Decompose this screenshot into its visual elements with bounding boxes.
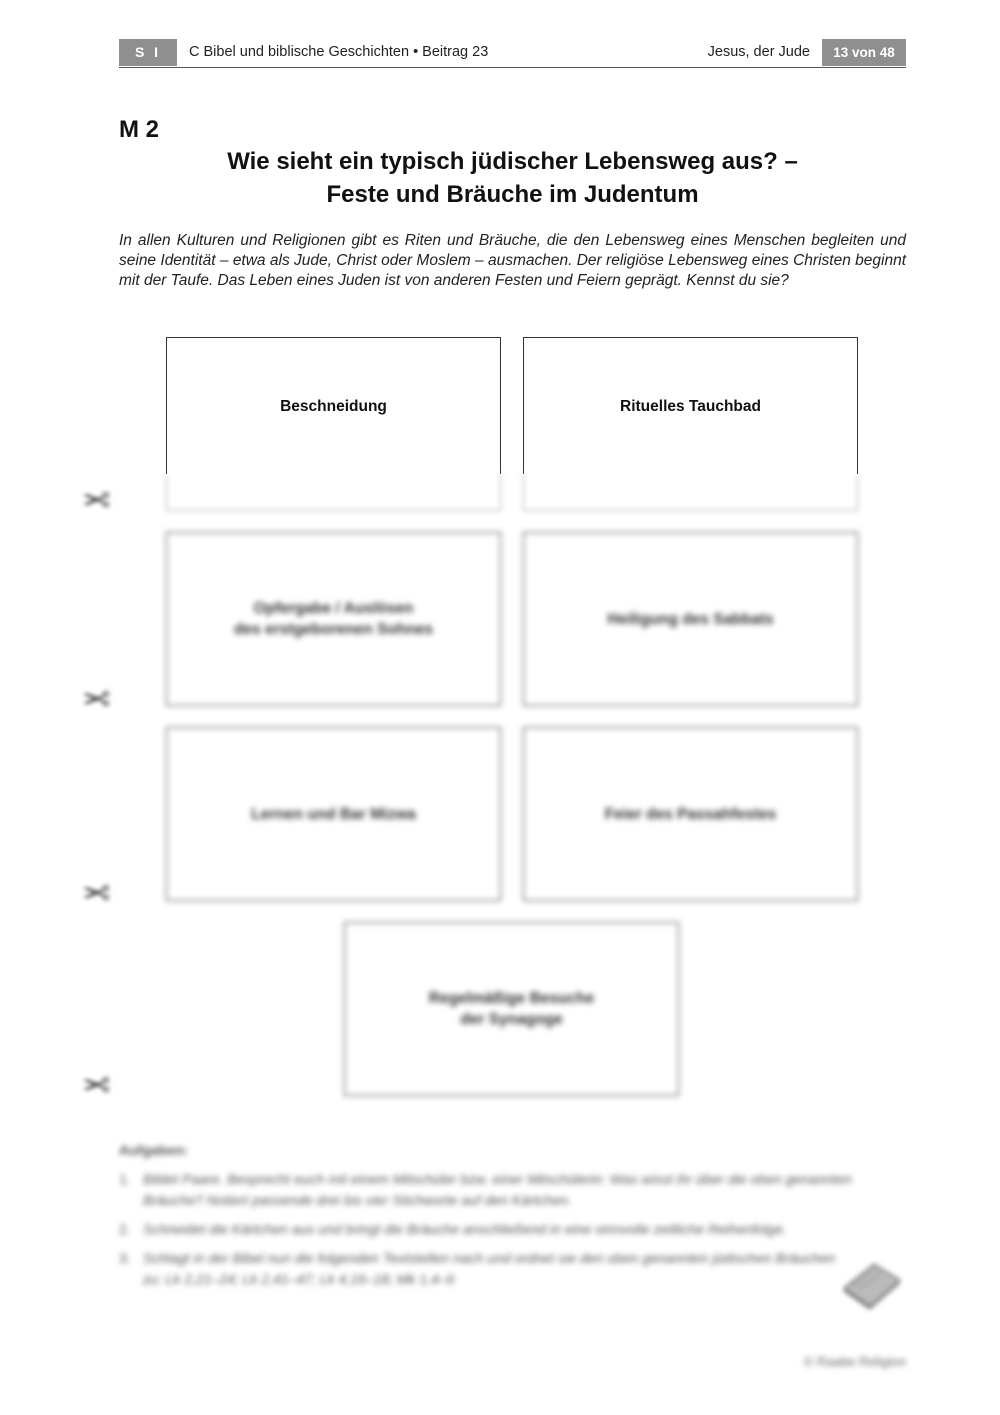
- intro-text: In allen Kulturen und Religionen gibt es Riten und Bräuche, die den Lebensweg eines Menschen begleiten und seine Identität – etwa als Jude, Christ oder Moslem – ausmachen. Der religiöse Lebensweg eines Christen beginnt mit der Taufe. Das Leben eines Juden ist von anderen Festen und Feiern geprägt. Kennst du sie?: [119, 232, 906, 289]
- page-title-line-1: Wie sieht ein typisch jüdischer Lebensweg aus? –: [227, 148, 798, 175]
- card-7[interactable]: [344, 922, 679, 1096]
- card-2-tail: [523, 474, 858, 511]
- page-title-line-2: Feste und Bräuche im Judentum: [326, 181, 699, 208]
- card-label: Feier des Passahfestes: [604, 805, 777, 823]
- tasks-section: [119, 1140, 906, 1290]
- task-item: [119, 1169, 906, 1211]
- level-badge: S I: [119, 39, 177, 66]
- card-label: Lernen und Bar Mizwa: [251, 805, 416, 823]
- task-item: [119, 1219, 906, 1240]
- task-item: [119, 1248, 906, 1290]
- section-title: C Bibel und biblische Geschichten • Beitrag 23: [189, 44, 489, 60]
- page-header: [119, 39, 906, 68]
- card-2[interactable]: [523, 337, 858, 474]
- task-text: Schlagt in der Bibel nun die folgenden Textstellen nach und ordnet sie den oben genannten jüdischen Bräuchen zu: Lk 2,21–24; Lk 2,41–47; Lk 4,16–18; Mk 1,4–6: [143, 1250, 836, 1287]
- book-icon: [840, 1258, 902, 1310]
- scissors-icon: ✂: [82, 1067, 111, 1105]
- card-4[interactable]: [523, 532, 858, 706]
- card-label: Opfergabe / Auslösen des erstgeborenen Sohnes: [234, 600, 433, 638]
- material-label: M 2: [119, 116, 160, 143]
- scissors-icon: ✂: [82, 482, 111, 520]
- card-5[interactable]: [166, 727, 501, 901]
- task-number: 3.: [119, 1250, 131, 1266]
- footer-copyright: © Raabe Religion: [803, 1354, 906, 1369]
- scissors-icon: ✂: [82, 681, 111, 719]
- task-text: Schneidet die Kärtchen aus und bringt die Bräuche anschließend in eine sinnvolle zeitliche Reihenfolge.: [143, 1221, 787, 1237]
- tasks-title: Aufgaben:: [119, 1142, 189, 1158]
- card-label: Regelmäßige Besuche der Synagoge: [428, 990, 595, 1028]
- card-6[interactable]: [523, 727, 858, 901]
- card-1[interactable]: [166, 337, 501, 474]
- card-1-tail: [166, 474, 501, 511]
- card-label: Beschneidung: [280, 397, 387, 415]
- task-text: Bildet Paare. Besprecht euch mit einem Mitschüler bzw. einer Mitschülerin: Was wisst ihr über die oben genannten Bräuche? Notiert passende drei bis vier Stichworte auf den Kärtchen.: [143, 1171, 852, 1208]
- card-label: Rituelles Tauchbad: [620, 397, 761, 415]
- page-number-badge: 13 von 48: [822, 39, 906, 66]
- topic-title: Jesus, der Jude: [707, 44, 810, 60]
- card-3[interactable]: [166, 532, 501, 706]
- scissors-icon: ✂: [82, 875, 111, 913]
- task-number: 2.: [119, 1221, 131, 1237]
- task-number: 1.: [119, 1171, 131, 1187]
- card-label: Heiligung des Sabbats: [607, 610, 774, 628]
